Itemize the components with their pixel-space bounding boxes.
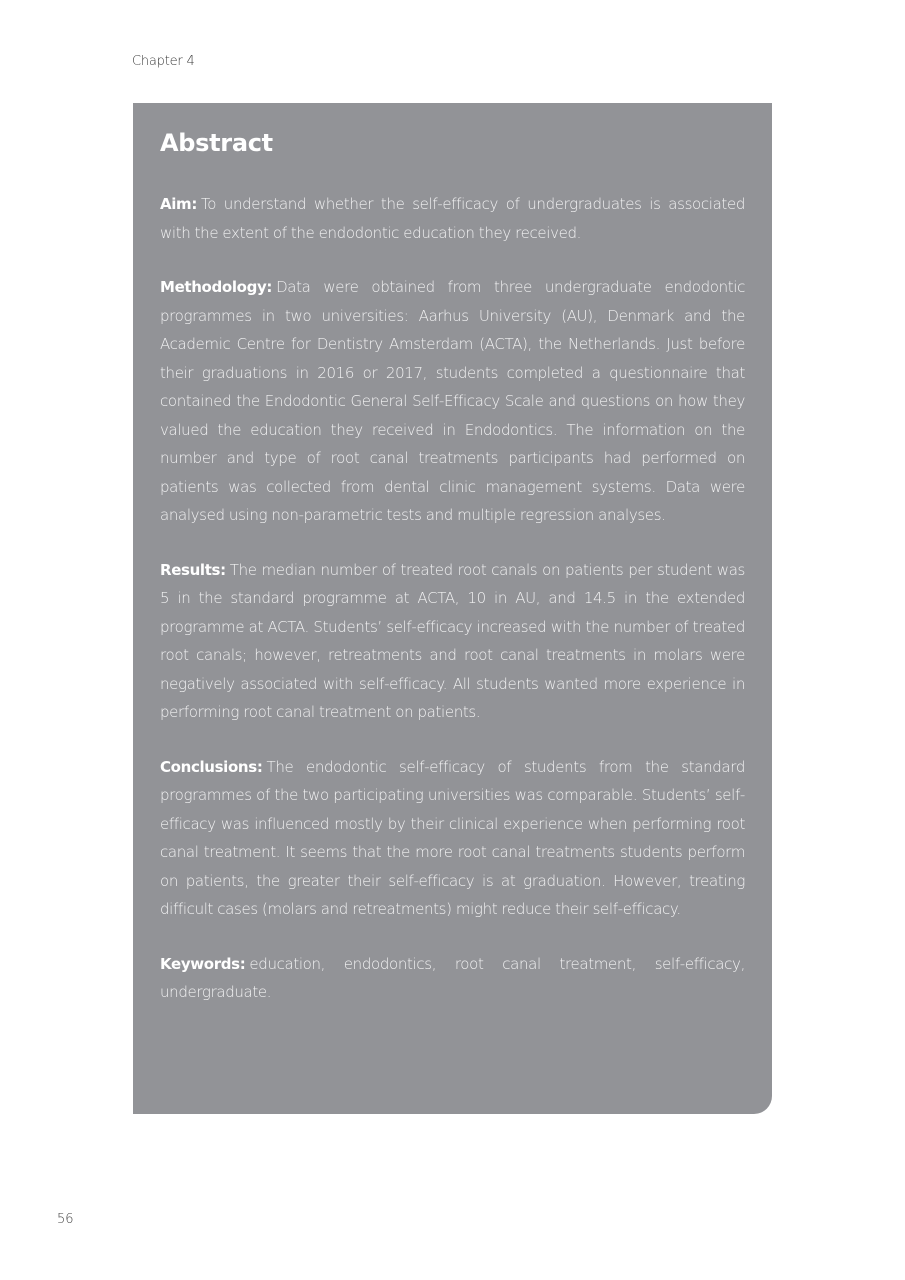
methodology-text: Data were obtained from three undergraduate endodontic programmes in two universities: Aarhus University (AU), Denmark and the Academic Centre for Dentistry Amsterdam (ACTA), the Netherlands. Just before their graduations in 2016 or 2017, students completed a questionnaire that contained the Endodontic General Self-Efficacy Scale and questions on how they valued the education they received in Endodontics. The information on the number and type of root canal treatments participants had performed on patients was collected from dental clinic management systems. Data were analysed using non-parametric tests and multiple regression analyses.	[160, 278, 745, 524]
aim-label: Aim:	[160, 195, 197, 213]
conclusions-section	[160, 753, 745, 924]
results-label: Results:	[160, 560, 226, 579]
methodology-section	[160, 273, 745, 530]
keywords-text: education, endodontics, root canal treatment, self-efficacy, undergraduate.	[160, 954, 745, 1001]
methodology-label: Methodology:	[160, 278, 273, 296]
aim-text: To understand whether the self-efficacy of undergraduates is associated with the extent of the endodontic education they received.	[160, 195, 745, 242]
keywords-label: Keywords:	[160, 954, 246, 973]
conclusions-text: The endodontic self-efficacy of students from the standard programmes of the two participating universities was comparable. Students’ self-efficacy was influenced mostly by their clinical experience when performing root canal treatment. It seems that the more root canal treatments students perform on patients, the greater their self-efficacy is at graduation. However, treating difficult cases (molars and retreatments) might reduce their self-efficacy.	[160, 757, 745, 918]
conclusions-label: Conclusions:	[160, 757, 263, 776]
page-number: 56	[57, 1212, 74, 1227]
running-header: Chapter 4	[132, 54, 195, 69]
results-text: The median number of treated root canals on patients per student was 5 in the standard programme at ACTA, 10 in AU, and 14.5 in the extended programme at ACTA. Students’ self-efficacy increased with the number of treated root canals; however, retreatments and root canal treatments in molars were negatively associated with self-efficacy. All students wanted more experience in performing root canal treatment on patients.	[160, 560, 745, 721]
keywords-section	[160, 950, 745, 1007]
abstract-title: Abstract	[160, 129, 273, 157]
abstract-box	[133, 103, 772, 1114]
results-section	[160, 556, 745, 727]
aim-section	[160, 190, 745, 247]
